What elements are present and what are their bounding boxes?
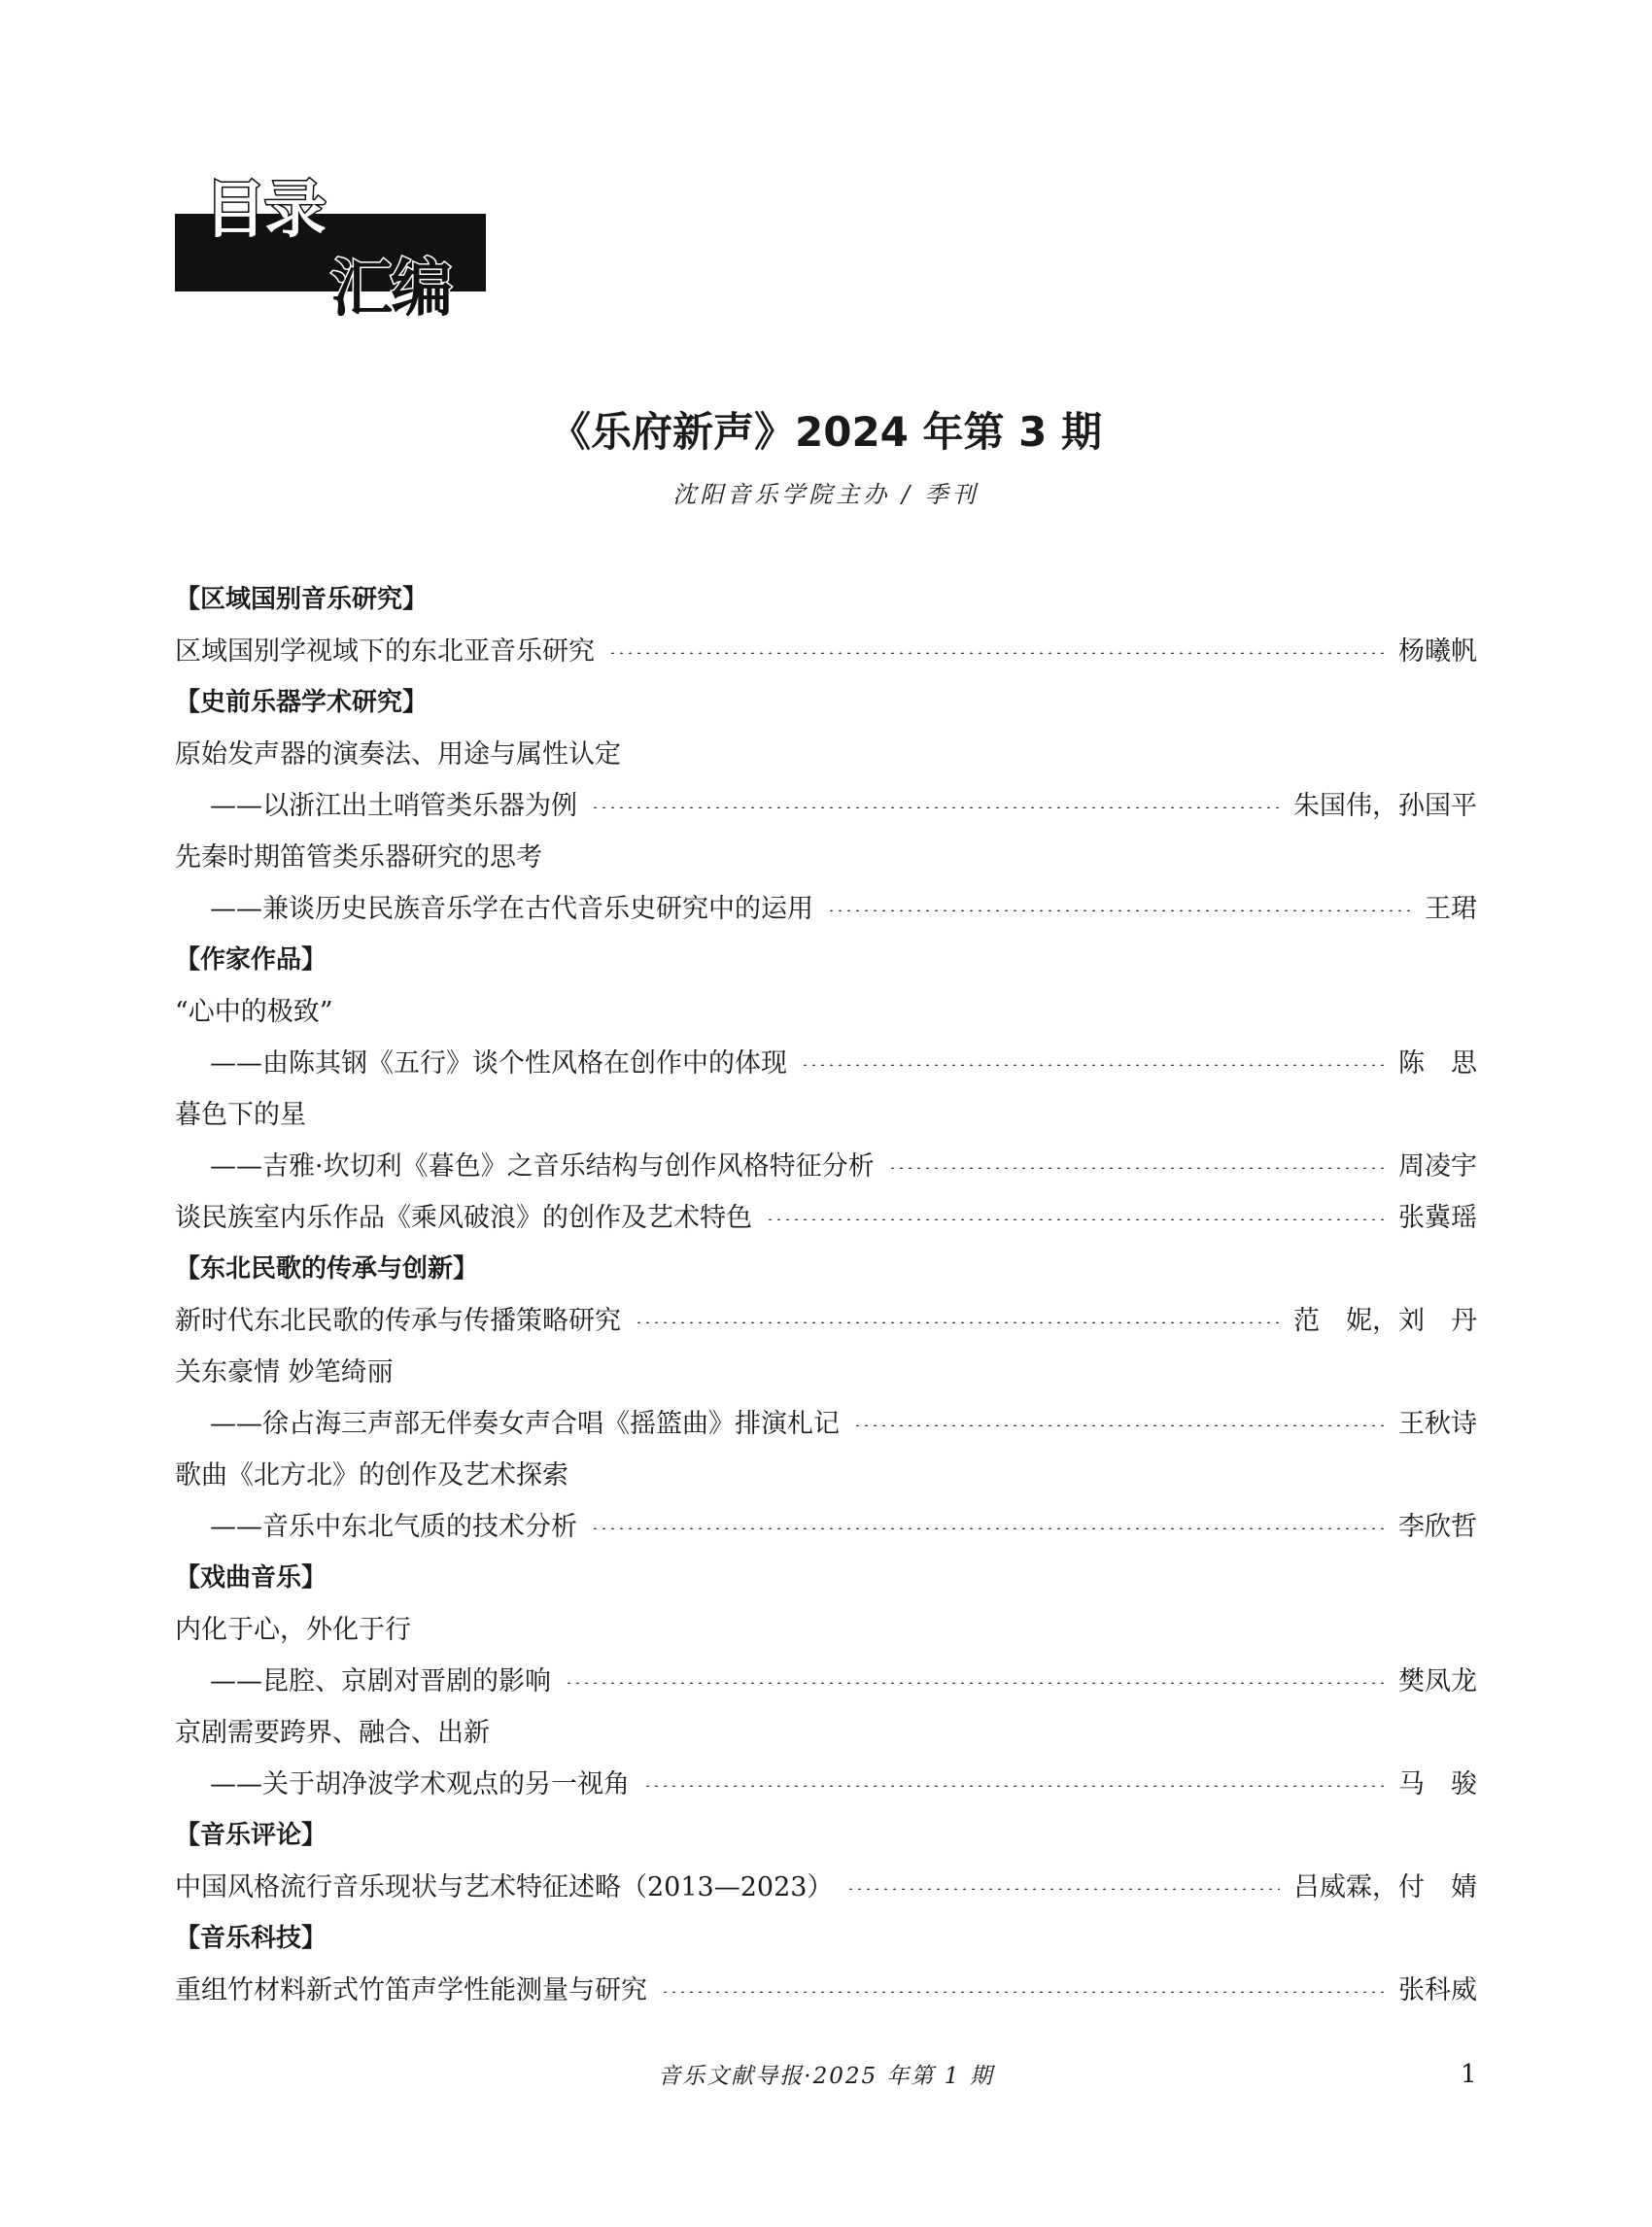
toc-section-heading xyxy=(175,571,1477,623)
section-title: 【音乐评论】 xyxy=(175,1821,327,1850)
toc-entry xyxy=(175,726,1477,777)
toc-entry xyxy=(175,1756,1477,1807)
entry-author: 范 妮，刘 丹 xyxy=(1293,1306,1477,1336)
entry-title: 先秦时期笛管类乐器研究的思考 xyxy=(175,842,542,873)
entry-title: 重组竹材料新式竹笛声学性能测量与研究 xyxy=(175,1975,647,2005)
toc-entry xyxy=(175,1447,1477,1498)
dot-leader xyxy=(643,1785,1385,1787)
entry-title: 中国风格流行音乐现状与艺术特征述略（2013—2023） xyxy=(175,1872,834,1902)
toc-entry xyxy=(175,1653,1477,1704)
entry-title: ——徐占海三声部无伴奏女声合唱《摇篮曲》排演札记 xyxy=(210,1409,840,1439)
logo-text-line2: 汇编 xyxy=(330,254,451,325)
entry-author: 王秋诗 xyxy=(1398,1409,1477,1439)
entry-author: 马 骏 xyxy=(1398,1769,1477,1799)
toc-entry xyxy=(175,1859,1477,1910)
entry-title: 区域国别学视域下的东北亚音乐研究 xyxy=(175,636,595,667)
toc-section-heading xyxy=(175,932,1477,983)
toc-entry xyxy=(175,1086,1477,1138)
dot-leader xyxy=(565,1682,1385,1684)
entry-title: ——音乐中东北气质的技术分析 xyxy=(210,1512,577,1542)
table-of-contents xyxy=(175,571,1477,2013)
section-title: 【东北民歌的传承与创新】 xyxy=(175,1254,479,1284)
dot-leader xyxy=(846,1888,1280,1890)
entry-title: ——吉雅·坎切利《暮色》之音乐结构与创作风格特征分析 xyxy=(210,1151,875,1182)
entry-author: 李欣哲 xyxy=(1398,1512,1477,1542)
entry-title: 关东豪情 妙笔绮丽 xyxy=(175,1357,394,1388)
toc-section-heading xyxy=(175,1807,1477,1859)
section-title: 【戏曲音乐】 xyxy=(175,1563,327,1593)
toc-entry xyxy=(175,1962,1477,2013)
toc-entry xyxy=(175,1601,1477,1653)
entry-author: 杨曦帆 xyxy=(1398,636,1477,667)
entry-title: 内化于心，外化于行 xyxy=(175,1615,411,1645)
section-title: 【区域国别音乐研究】 xyxy=(175,585,429,614)
entry-title: 新时代东北民歌的传承与传播策略研究 xyxy=(175,1306,621,1336)
entry-author: 朱国伟，孙国平 xyxy=(1293,791,1477,821)
toc-entry xyxy=(175,1344,1477,1395)
toc-entry xyxy=(175,1035,1477,1086)
toc-entry xyxy=(175,983,1477,1035)
toc-entry xyxy=(175,1189,1477,1241)
dot-leader xyxy=(661,1991,1385,1993)
dot-leader xyxy=(591,806,1280,808)
toc-entry xyxy=(175,829,1477,880)
entry-title: ——以浙江出土哨管类乐器为例 xyxy=(210,791,577,821)
toc-entry xyxy=(175,1292,1477,1344)
dot-leader xyxy=(853,1424,1385,1426)
section-title: 【史前乐器学术研究】 xyxy=(175,688,429,717)
dot-leader xyxy=(608,652,1385,654)
toc-entry xyxy=(175,1704,1477,1756)
entry-author: 张科威 xyxy=(1398,1975,1477,2005)
toc-entry xyxy=(175,1498,1477,1550)
section-title: 【音乐科技】 xyxy=(175,1924,327,1953)
toc-section-heading xyxy=(175,674,1477,726)
entry-title: 京剧需要跨界、融合、出新 xyxy=(175,1718,490,1748)
dot-leader xyxy=(766,1218,1385,1220)
page-footer: 音乐文献导报·2025 年第 1 期 xyxy=(658,2064,994,2089)
toc-entry xyxy=(175,1395,1477,1447)
entry-title: 暮色下的星 xyxy=(175,1100,306,1130)
dot-leader xyxy=(591,1527,1385,1529)
entry-title: 歌曲《北方北》的创作及艺术探索 xyxy=(175,1460,568,1490)
entry-author: 王珺 xyxy=(1425,894,1477,924)
entry-title: ——由陈其钢《五行》谈个性风格在创作中的体现 xyxy=(210,1048,787,1079)
toc-entry xyxy=(175,880,1477,932)
entry-title: ——昆腔、京剧对晋剧的影响 xyxy=(210,1666,551,1696)
entry-title: ——兼谈历史民族音乐学在古代音乐史研究中的运用 xyxy=(210,894,813,924)
entry-title: ——关于胡净波学术观点的另一视角 xyxy=(210,1769,630,1799)
entry-title: “心中的极致” xyxy=(175,997,333,1027)
section-title: 【作家作品】 xyxy=(175,945,327,975)
entry-author: 樊凤龙 xyxy=(1398,1666,1477,1696)
dot-leader xyxy=(827,909,1411,911)
entry-author: 周凌宇 xyxy=(1398,1151,1477,1182)
entry-title: 原始发声器的演奏法、用途与属性认定 xyxy=(175,739,621,770)
section-logo xyxy=(175,175,486,325)
toc-section-heading xyxy=(175,1910,1477,1962)
dot-leader xyxy=(888,1167,1385,1169)
page-subtitle: 沈阳音乐学院主办 / 季刊 xyxy=(672,481,980,508)
page-number: 1 xyxy=(1461,2060,1477,2089)
toc-entry xyxy=(175,777,1477,829)
entry-author: 陈 思 xyxy=(1398,1048,1477,1079)
toc-entry xyxy=(175,1138,1477,1189)
page-title: 《乐府新声》2024 年第 3 期 xyxy=(550,408,1102,456)
toc-entry xyxy=(175,623,1477,674)
toc-section-heading xyxy=(175,1241,1477,1292)
entry-author: 张冀瑶 xyxy=(1398,1203,1477,1233)
entry-title: 谈民族室内乐作品《乘风破浪》的创作及艺术特色 xyxy=(175,1203,752,1233)
dot-leader xyxy=(801,1064,1385,1066)
logo-text-line1: 目录 xyxy=(204,175,325,247)
toc-section-heading xyxy=(175,1550,1477,1601)
dot-leader xyxy=(635,1321,1280,1323)
entry-author: 吕威霖，付 婧 xyxy=(1293,1872,1477,1902)
